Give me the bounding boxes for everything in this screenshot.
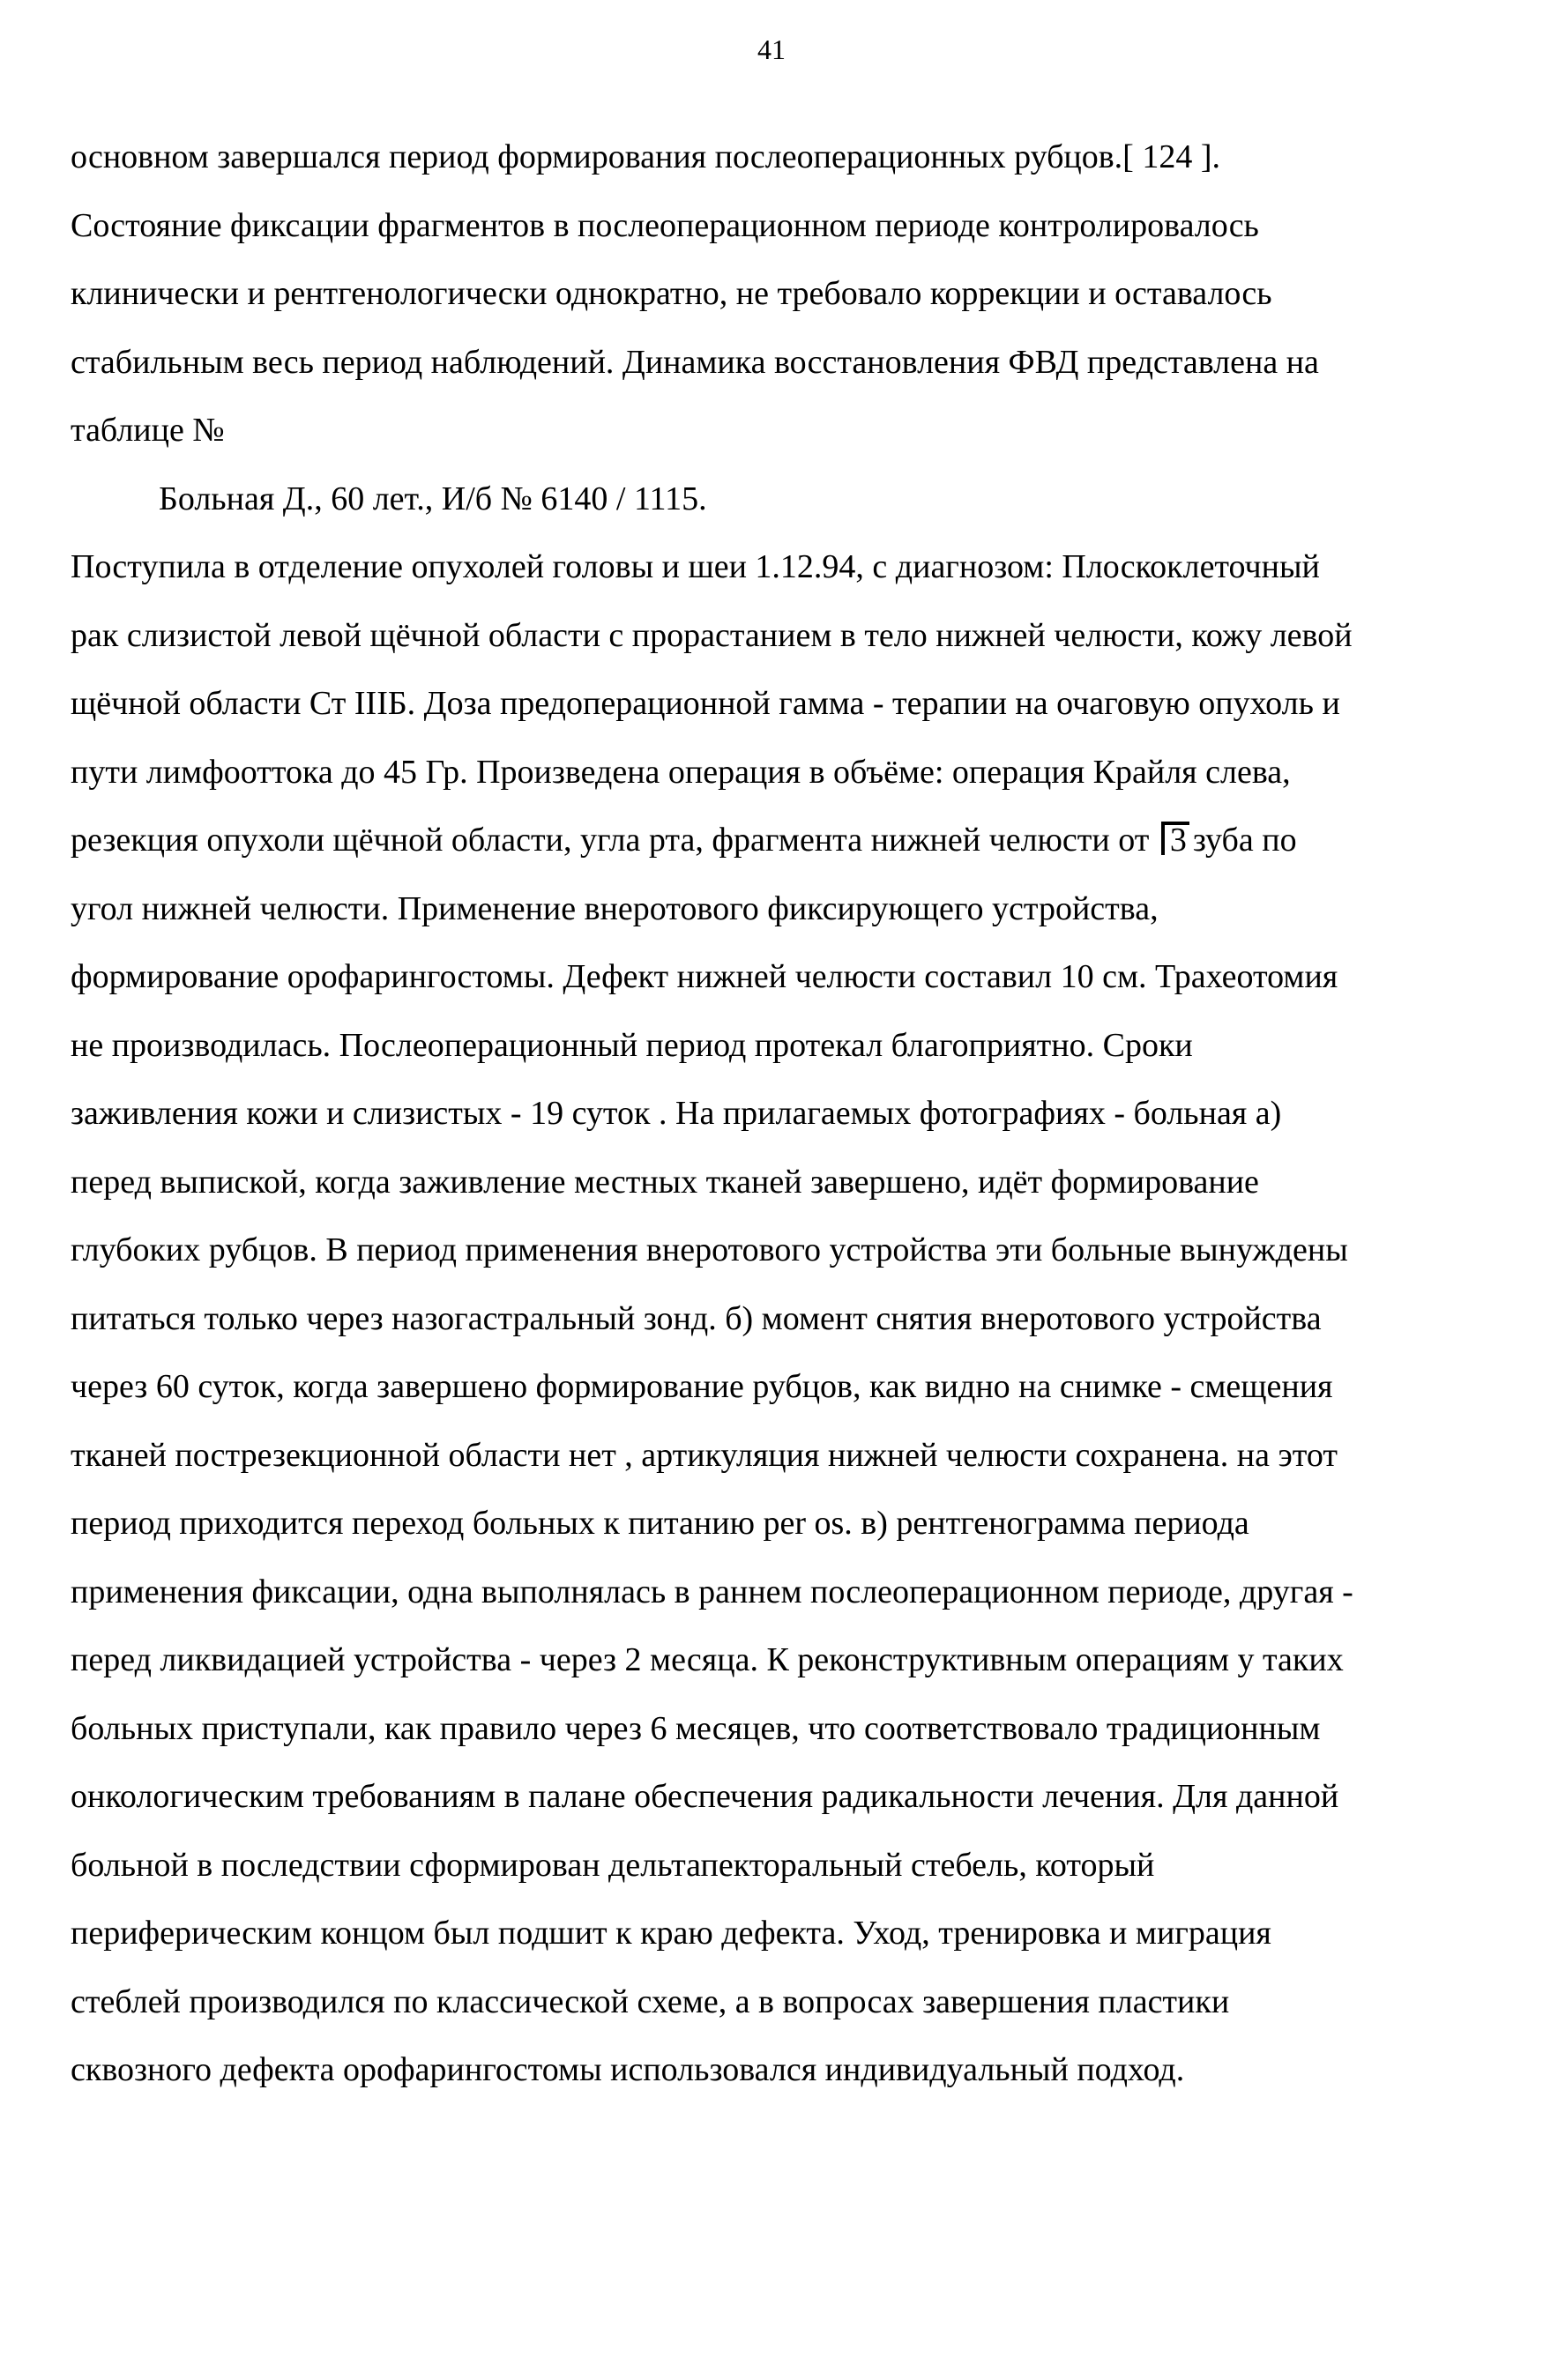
text-line: формирование орофарингостомы. Дефект нижней челюсти составил 10 см. Трахеотомия — [71, 958, 1338, 995]
text-line: период приходится переход больных к питанию per os. в) рентгенограмма периода — [71, 1505, 1249, 1542]
text-line: пути лимфооттока до 45 Гр. Произведена операция в объёме: операция Крайля слева, — [71, 753, 1291, 791]
text-line: угол нижней челюсти. Применение внеротового фиксирующего устройства, — [71, 889, 1159, 927]
patient-heading: Больная Д., 60 лет., И/б № 6140 / 1115. — [159, 480, 707, 517]
text-segment: резекция опухоли щёчной области, угла рта, фрагмента нижней челюсти от — [71, 822, 1150, 859]
text-line: клинически и рентгенологически однократно, не требовало коррекции и оставалось — [71, 275, 1272, 312]
text-line: питаться только через назогастральный зонд. б) момент снятия внеротового устройства — [71, 1299, 1322, 1337]
page-number: 41 — [757, 33, 786, 65]
text-line: больной в последствии сформирован дельтапекторальный стебель, который — [71, 1846, 1155, 1884]
text-line: не производилась. Послеоперационный период протекал благоприятно. Сроки — [71, 1026, 1193, 1064]
text-line: таблице № — [71, 412, 225, 449]
text-segment: зуба по — [1192, 822, 1297, 859]
text-line: заживления кожи и слизистых - 19 суток . На прилагаемых фотографиях - больная а) — [71, 1095, 1282, 1132]
text-line: Состояние фиксации фрагментов в послеоперационном периоде контролировалось — [71, 206, 1259, 244]
text-line-with-tooth-mark — [71, 807, 1481, 875]
text-line: через 60 суток, когда завершено формирование рубцов, как видно на снимке - смещения — [71, 1368, 1333, 1405]
text-line: основном завершался период формирования послеоперационных рубцов.[ 124 ]. — [71, 138, 1220, 175]
text-line: онкологическим требованиям в палане обеспечения радикальности лечения. Для данной — [71, 1778, 1339, 1815]
text-line: сквозного дефекта орофарингостомы использовался индивидуальный подход. — [71, 2051, 1185, 2088]
text-line: больных приступали, как правило через 6 месяцев, что соответствовало традиционным — [71, 1709, 1321, 1747]
text-line: перед выпиской, когда заживление местных тканей завершено, идёт формирование — [71, 1163, 1259, 1201]
text-line: рак слизистой левой щёчной области с прорастанием в тело нижней челюсти, кожу левой — [71, 616, 1353, 654]
text-line: щёчной области Ст IIIБ. Доза предоперационной гамма - терапии на очаговую опухоль и — [71, 685, 1340, 722]
text-line: перед ликвидацией устройства - через 2 месяца. К реконструктивным операциям у таких — [71, 1641, 1344, 1678]
text-line: Поступила в отделение опухолей головы и шеи 1.12.94, с диагнозом: Плоскоклеточный — [71, 548, 1320, 585]
text-line: стабильным весь период наблюдений. Динамика восстановления ФВД представлена на — [71, 343, 1319, 381]
text-line: стеблей производился по классической схеме, а в вопросах завершения пластики — [71, 1982, 1230, 2020]
text-line: периферическим концом был подшит к краю дефекта. Уход, тренировка и миграция — [71, 1915, 1271, 1952]
tooth-number-mark: 3 — [1161, 822, 1189, 855]
body-text — [71, 123, 1481, 2105]
text-line: тканей пострезекционной области нет , артикуляция нижней челюсти сохранена. на этот — [71, 1436, 1338, 1474]
text-line: глубоких рубцов. В период применения внеротового устройства эти больные вынуждены — [71, 1231, 1348, 1268]
text-line: применения фиксации, одна выполнялась в раннем послеоперационном периоде, другая - — [71, 1573, 1353, 1610]
